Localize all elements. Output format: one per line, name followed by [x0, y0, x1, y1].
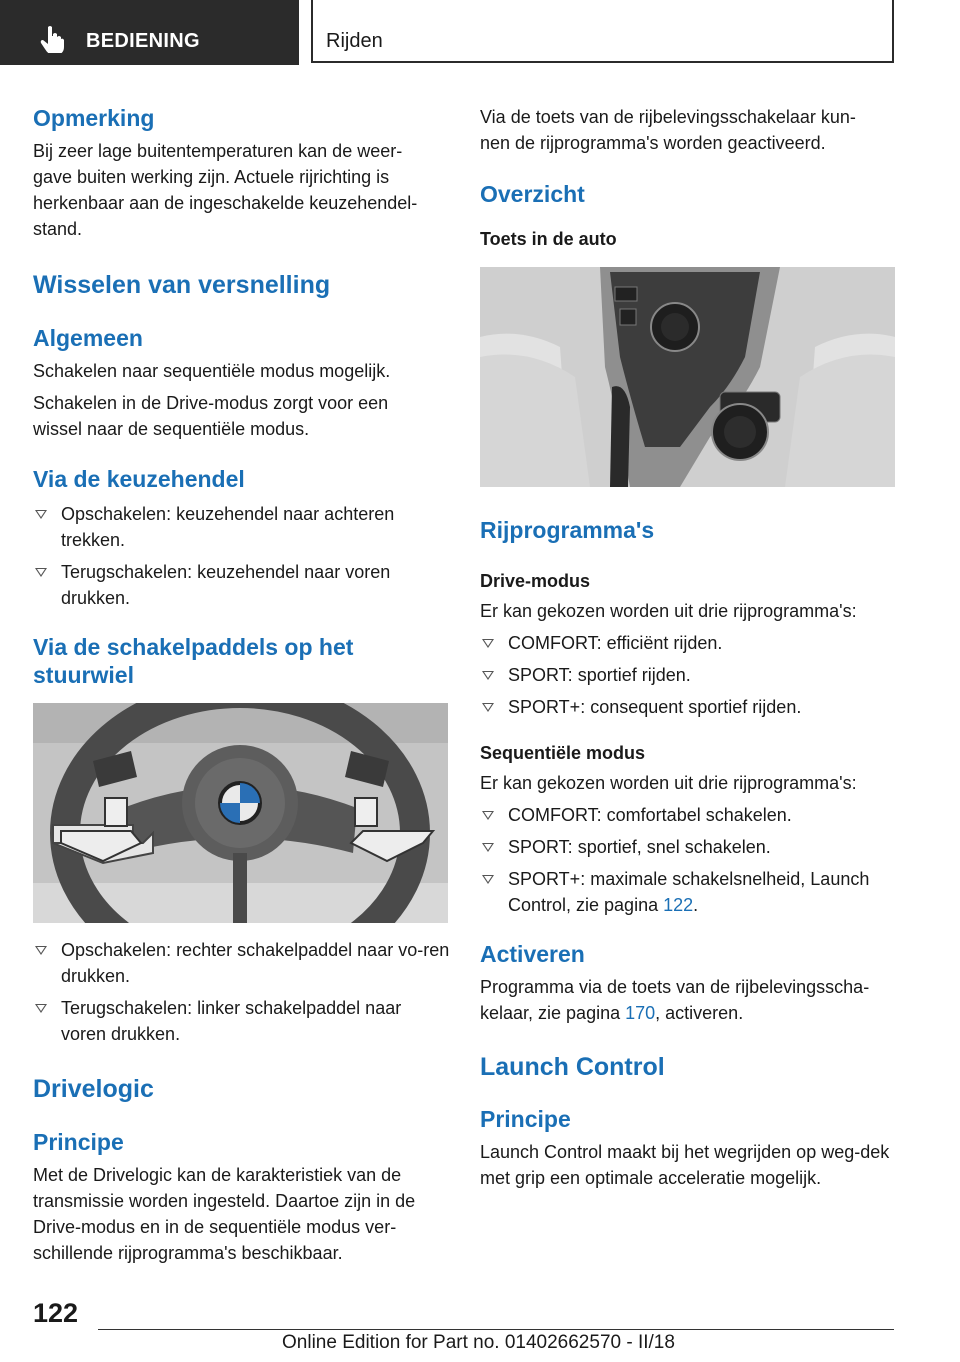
triangle-bullet-icon [482, 811, 494, 820]
selector-heading: Via de keuzehendel [33, 466, 245, 492]
triangle-bullet-icon [482, 703, 494, 712]
triangle-bullet-icon [482, 843, 494, 852]
right-column [480, 104, 896, 1191]
hand-pointer-icon [40, 25, 66, 53]
paddle-list [33, 937, 449, 1047]
list-item: Terugschakelen: linker schakelpaddel naar voren drukken. [33, 995, 441, 1047]
general-text-1: Schakelen naar sequentiële modus mogelijk. [33, 361, 391, 381]
left-column [33, 98, 449, 1266]
page-link-122[interactable]: 122 [663, 895, 694, 915]
sequential-list [480, 802, 896, 918]
footer-divider [98, 1329, 894, 1330]
general-text-2: Schakelen in de Drive-modus zorgt voor een wissel naar de sequentiële modus. [33, 393, 389, 439]
triangle-bullet-icon [35, 510, 47, 519]
list-item: COMFORT: comfortabel schakelen. [480, 802, 896, 828]
list-item: Opschakelen: rechter schakelpaddel naar vo-ren drukken. [33, 937, 453, 989]
list-item: Opschakelen: keuzehendel naar achteren trekken. [33, 501, 421, 553]
gear-heading: Wisselen van versnelling [33, 271, 331, 299]
overview-heading: Overzicht [480, 181, 585, 207]
paddles-heading: Via de schakelpaddels op het stuurwiel [33, 634, 354, 688]
section-tab [0, 0, 299, 65]
steering-wheel-image [33, 703, 448, 923]
list-item: SPORT: sportief rijden. [480, 662, 896, 688]
page-header [0, 0, 960, 66]
list-item: SPORT: sportief, snel schakelen. [480, 834, 896, 860]
steering-wheel-illustration [33, 703, 448, 923]
triangle-bullet-icon [35, 568, 47, 577]
triangle-bullet-icon [35, 946, 47, 955]
drivelogic-heading: Drivelogic [33, 1075, 154, 1103]
page-link-170[interactable]: 170 [625, 1003, 656, 1023]
note-heading: Opmerking [33, 105, 155, 131]
principle2-heading: Principe [480, 1106, 571, 1132]
triangle-bullet-icon [482, 875, 494, 884]
chapter-label: Rijden [326, 30, 383, 52]
section-label: BEDIENING [86, 30, 200, 52]
launch-text: Launch Control maakt bij het wegrijden op weg-dek met grip een optimale acceleratie mogelijk. [480, 1142, 890, 1188]
sequential-heading: Sequentiële modus [480, 743, 646, 763]
chapter-tab [311, 0, 894, 63]
drive-list [480, 630, 896, 720]
list-item: SPORT+: maximale schakelsnelheid, Launch Control, zie pagina 122. [480, 866, 888, 918]
edition-text: Online Edition for Part no. 01402662570 - II/18 [282, 1332, 675, 1353]
principle-heading: Principe [33, 1129, 124, 1155]
triangle-bullet-icon [482, 639, 494, 648]
console-illustration [480, 267, 895, 487]
launch-heading: Launch Control [480, 1053, 665, 1081]
triangle-bullet-icon [482, 671, 494, 680]
programs-heading: Rijprogramma's [480, 517, 655, 543]
note-text: Bij zeer lage buitentemperaturen kan de weer-gave buiten werking zijn. Actuele rijrichting is herkenbaar aan de ingeschakelde keuzehendel-stand. [33, 141, 418, 239]
list-item: COMFORT: efficiënt rijden. [480, 630, 896, 656]
console-image [480, 267, 895, 487]
list-item: SPORT+: consequent sportief rijden. [480, 694, 896, 720]
activate-text: Programma via de toets van de rijbelevingsscha-kelaar, zie pagina 170, activeren. [480, 977, 870, 1023]
intro-text: Via de toets van de rijbelevingsschakelaar kun-nen de rijprogramma's worden geactiveerd. [480, 107, 856, 153]
drive-intro: Er kan gekozen worden uit drie rijprogramma's: [480, 601, 857, 621]
button-heading: Toets in de auto [480, 229, 617, 249]
general-heading: Algemeen [33, 325, 143, 351]
sequential-intro: Er kan gekozen worden uit drie rijprogramma's: [480, 773, 857, 793]
selector-list [33, 501, 449, 611]
page-number: 122 [33, 1298, 79, 1328]
principle-text: Met de Drivelogic kan de karakteristiek van de transmissie worden ingesteld. Daartoe zijn in de Drive-modus en in de sequentiële modus ver-schillende rijprogramma's beschikbaar. [33, 1165, 416, 1263]
triangle-bullet-icon [35, 1004, 47, 1013]
list-item: Terugschakelen: keuzehendel naar voren drukken. [33, 559, 421, 611]
activate-heading: Activeren [480, 941, 585, 967]
drive-heading: Drive-modus [480, 571, 591, 591]
